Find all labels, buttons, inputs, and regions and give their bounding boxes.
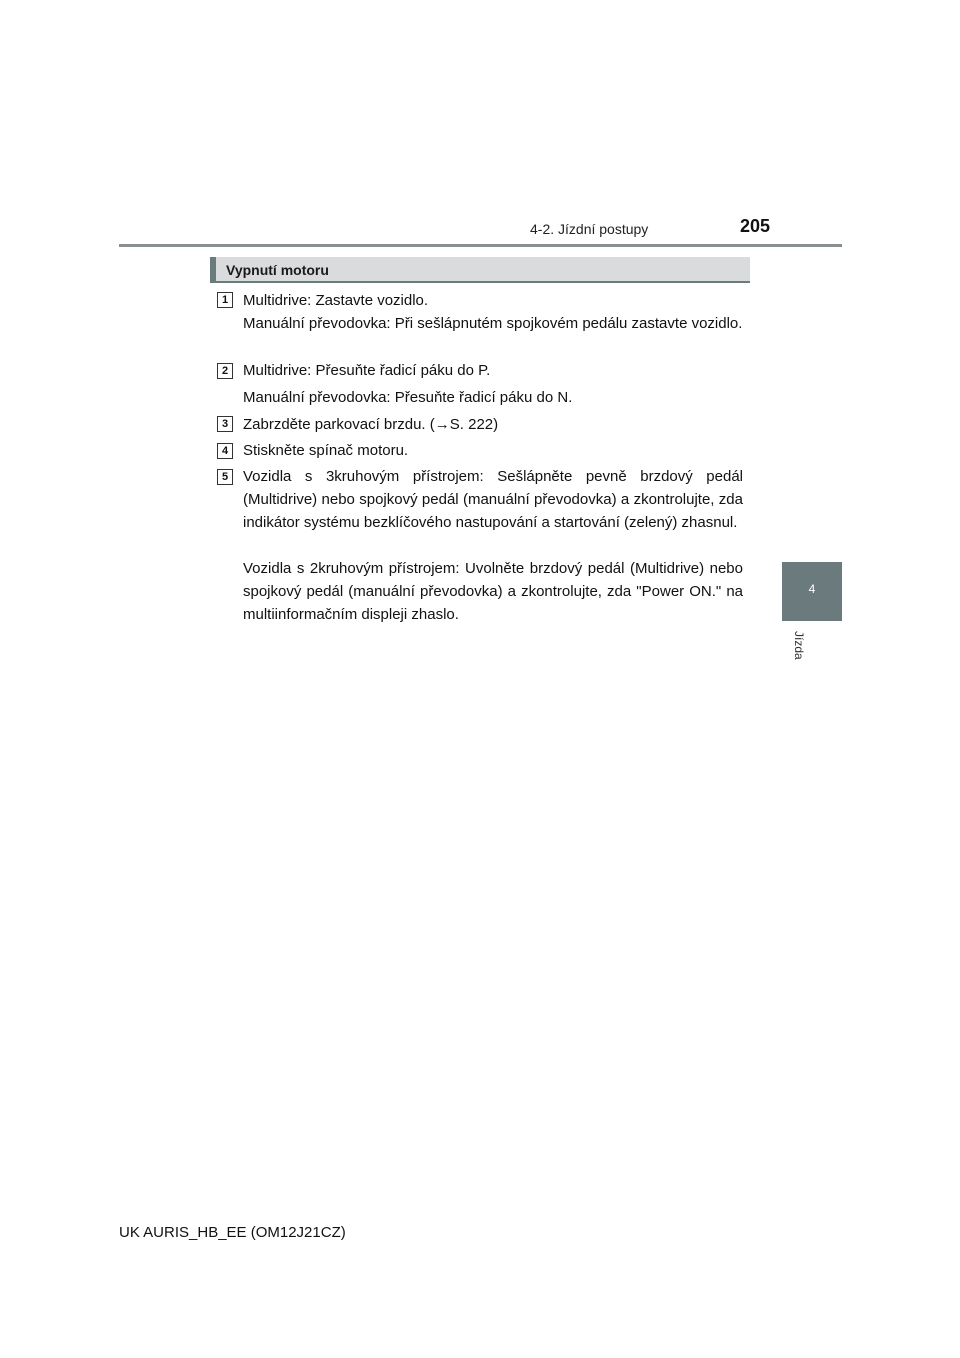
section-heading: Vypnutí motoru [226,262,329,278]
step-number-2: 2 [217,363,233,379]
chapter-tab-label: Jízda [792,631,806,660]
step-number-3: 3 [217,416,233,432]
step-5-text-b: Vozidla s 2kruhovým přístrojem: Uvolněte brzdový pedál (Multidrive) nebo spojkový pedál (manuální převodovka) a zkontrolujte, zda "Power ON." na multiinformačním displeji zhaslo. [243,560,743,623]
step-number-1: 1 [217,292,233,308]
document-footer-code: UK AURIS_HB_EE (OM12J21CZ) [119,1224,346,1241]
step-2-text-b: Manuální převodovka: Přesuňte řadicí páku do N. [243,389,573,406]
step-number-5: 5 [217,469,233,485]
header-section-title: 4-2. Jízdní postupy [530,221,649,237]
step-number-4: 4 [217,443,233,459]
section-heading-box [210,257,750,283]
step-5-text-a: Vozidla s 3kruhovým přístrojem: Sešlápněte pevně brzdový pedál (Multidrive) nebo spojkový pedál (manuální převodovka) a zkontrolujte, zda indikátor systému bezklíčového nastupování a startování (zelený) zhasnul. [243,468,743,531]
chapter-tab-number: 4 [808,582,816,596]
step-3-text: Zabrzděte parkovací brzdu. (→S. 222) [243,416,499,433]
step-2-text-a: Multidrive: Přesuňte řadicí páku do P. [243,362,491,379]
header-divider [119,244,842,247]
chapter-tab [782,562,842,621]
step-4-text: Stiskněte spínač motoru. [243,442,409,459]
step-1-text-a: Multidrive: Zastavte vozidlo. [243,292,429,309]
page-number: 205 [740,216,771,236]
step-1-text-b: Manuální převodovka: Při sešlápnutém spojkovém pedálu zastavte vozidlo. [243,315,743,332]
